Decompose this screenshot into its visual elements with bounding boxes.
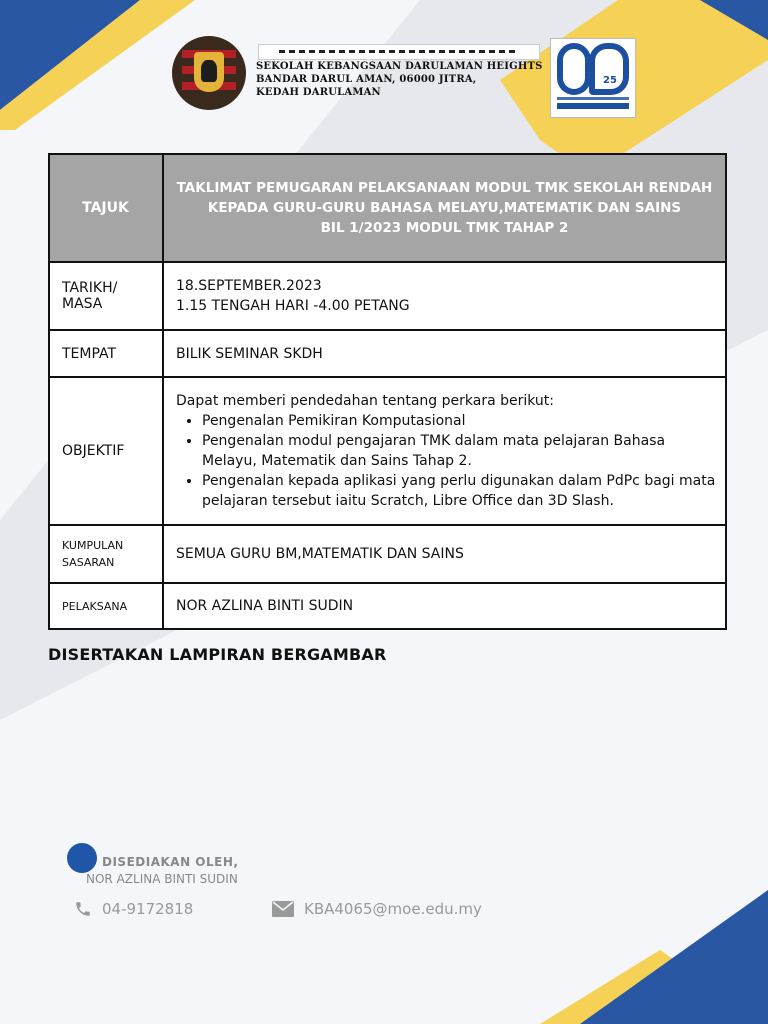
objective-item: • Pengenalan Pemikiran Komputasional bbox=[202, 411, 724, 431]
mail-icon bbox=[272, 901, 294, 917]
target-row bbox=[49, 525, 726, 583]
ministry-25-badge-icon bbox=[550, 38, 636, 118]
place-label: TEMPAT bbox=[49, 330, 163, 377]
objective-label: OBJEKTIF bbox=[49, 377, 163, 525]
school-crest-icon bbox=[172, 36, 246, 110]
target-label-line: KUMPULAN bbox=[62, 539, 124, 552]
title-value bbox=[163, 154, 726, 262]
corner-blue-bottom-right bbox=[580, 890, 768, 1024]
title-line: BIL 1/2023 MODUL TMK TAHAP 2 bbox=[320, 220, 569, 236]
date-label bbox=[49, 262, 163, 330]
decorative-dot bbox=[67, 843, 97, 873]
event-time: 1.15 TENGAH HARI -4.00 PETANG bbox=[176, 298, 410, 314]
school-state: KEDAH DARULAMAN bbox=[256, 87, 381, 98]
executor-row bbox=[49, 583, 726, 629]
place-value: BILIK SEMINAR SKDH bbox=[163, 330, 726, 377]
objective-list bbox=[176, 411, 724, 511]
objective-value bbox=[163, 377, 726, 525]
time-label-line: MASA bbox=[62, 296, 103, 312]
executor-label: PELAKSANA bbox=[49, 583, 163, 629]
briefing-info-table bbox=[48, 153, 727, 630]
jawi-script-banner bbox=[258, 44, 540, 60]
executor-value: NOR AZLINA BINTI SUDIN bbox=[163, 583, 726, 629]
prepared-by-label: DISEDIAKAN OLEH, bbox=[102, 855, 239, 869]
objective-row bbox=[49, 377, 726, 525]
objective-intro: Dapat memberi pendedahan tentang perkara berikut: bbox=[176, 393, 554, 409]
target-value: SEMUA GURU BM,MATEMATIK DAN SAINS bbox=[163, 525, 726, 583]
title-label: TAJUK bbox=[49, 154, 163, 262]
date-row bbox=[49, 262, 726, 330]
phone-contact bbox=[74, 900, 193, 918]
school-address bbox=[256, 60, 543, 99]
email-contact bbox=[272, 900, 482, 918]
objective-item: • Pengenalan kepada aplikasi yang perlu digunakan dalam PdPc bagi mata pelajaran tersebut iaitu Scratch, Libre Office dan 3D Slash. bbox=[202, 471, 724, 511]
attachment-note: DISERTAKAN LAMPIRAN BERGAMBAR bbox=[48, 645, 387, 664]
badge-number: 25 bbox=[603, 75, 617, 86]
title-line: KEPADA GURU-GURU BAHASA MELAYU,MATEMATIK DAN SAINS bbox=[207, 200, 682, 216]
date-value bbox=[163, 262, 726, 330]
event-date: 18.SEPTEMBER.2023 bbox=[176, 278, 322, 294]
prepared-by-name: NOR AZLINA BINTI SUDIN bbox=[86, 872, 238, 886]
school-town: BANDAR DARUL AMAN, 06000 JITRA, bbox=[256, 74, 477, 85]
target-label bbox=[49, 525, 163, 583]
target-label-line: SASARAN bbox=[62, 556, 115, 569]
date-label-line: TARIKH/ bbox=[62, 280, 118, 296]
school-name: SEKOLAH KEBANGSAAN DARULAMAN HEIGHTS bbox=[256, 61, 543, 72]
objective-item: • Pengenalan modul pengajaran TMK dalam mata pelajaran Bahasa Melayu, Matematik dan Sains Tahap 2. bbox=[202, 431, 724, 471]
title-row bbox=[49, 154, 726, 262]
place-row bbox=[49, 330, 726, 377]
letterhead bbox=[170, 34, 640, 118]
phone-number[interactable]: 04-9172818 bbox=[102, 900, 194, 918]
phone-icon bbox=[74, 900, 92, 918]
title-line: TAKLIMAT PEMUGARAN PELAKSANAAN MODUL TMK SEKOLAH RENDAH bbox=[176, 180, 713, 196]
email-address[interactable]: KBA4065@moe.edu.my bbox=[304, 900, 482, 918]
